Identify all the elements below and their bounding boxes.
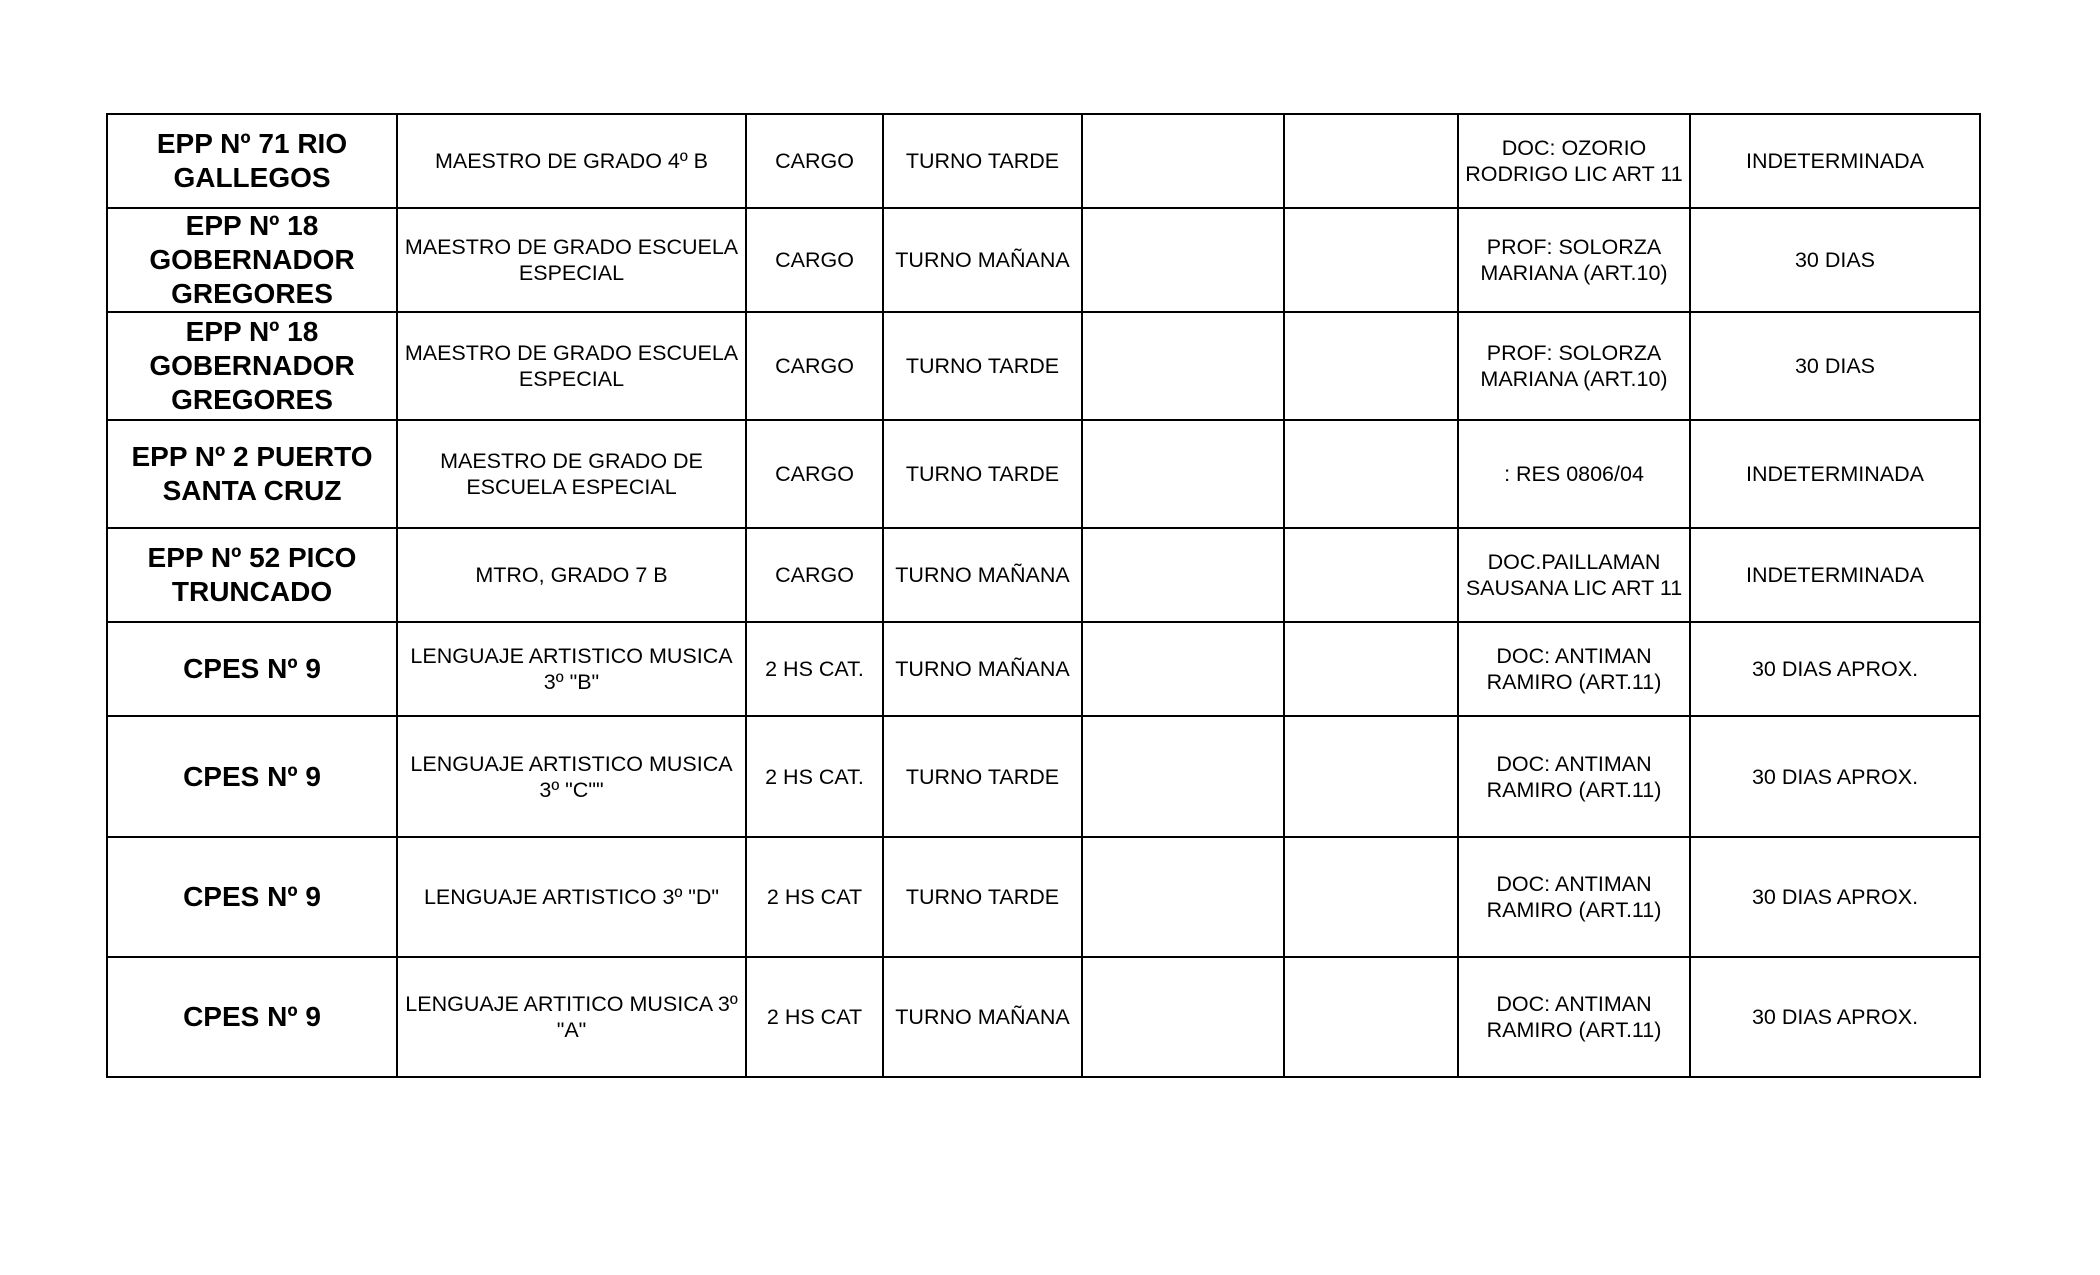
school-cell: CPES Nº 9 (107, 622, 397, 716)
position-cell: LENGUAJE ARTISTICO 3º "D" (397, 837, 746, 957)
school-cell: EPP Nº 18 GOBERNADOR GREGORES (107, 208, 397, 312)
duration-cell: INDETERMINADA (1690, 114, 1980, 208)
school-cell: EPP Nº 52 PICO TRUNCADO (107, 528, 397, 622)
blank-cell (1284, 114, 1458, 208)
table-row (107, 208, 1980, 312)
shift-cell: TURNO TARDE (883, 114, 1082, 208)
position-cell: LENGUAJE ARTITICO MUSICA 3º "A" (397, 957, 746, 1077)
blank-cell (1284, 957, 1458, 1077)
replacement-cell: DOC: ANTIMAN RAMIRO (ART.11) (1458, 716, 1690, 837)
position-cell: MAESTRO DE GRADO ESCUELA ESPECIAL (397, 312, 746, 420)
duration-cell: 30 DIAS APROX. (1690, 716, 1980, 837)
school-cell: EPP Nº 18 GOBERNADOR GREGORES (107, 312, 397, 420)
blank-cell (1082, 622, 1284, 716)
duration-cell: 30 DIAS (1690, 208, 1980, 312)
type-cell: 2 HS CAT (746, 957, 883, 1077)
blank-cell (1082, 716, 1284, 837)
vacancies-table (106, 113, 1981, 1078)
blank-cell (1082, 312, 1284, 420)
type-cell: 2 HS CAT. (746, 622, 883, 716)
table-row (107, 957, 1980, 1077)
table-row (107, 716, 1980, 837)
blank-cell (1082, 208, 1284, 312)
blank-cell (1284, 622, 1458, 716)
replacement-cell: DOC: OZORIO RODRIGO LIC ART 11 (1458, 114, 1690, 208)
school-cell: CPES Nº 9 (107, 716, 397, 837)
replacement-cell: DOC: ANTIMAN RAMIRO (ART.11) (1458, 957, 1690, 1077)
shift-cell: TURNO TARDE (883, 837, 1082, 957)
blank-cell (1284, 208, 1458, 312)
blank-cell (1284, 420, 1458, 528)
replacement-cell: : RES 0806/04 (1458, 420, 1690, 528)
duration-cell: 30 DIAS APROX. (1690, 622, 1980, 716)
type-cell: CARGO (746, 420, 883, 528)
table-row (107, 312, 1980, 420)
position-cell: MAESTRO DE GRADO ESCUELA ESPECIAL (397, 208, 746, 312)
blank-cell (1284, 528, 1458, 622)
table-row (107, 837, 1980, 957)
table-body (107, 114, 1980, 1077)
type-cell: CARGO (746, 528, 883, 622)
type-cell: 2 HS CAT. (746, 716, 883, 837)
school-cell: EPP Nº 2 PUERTO SANTA CRUZ (107, 420, 397, 528)
type-cell: CARGO (746, 312, 883, 420)
replacement-cell: DOC: ANTIMAN RAMIRO (ART.11) (1458, 837, 1690, 957)
shift-cell: TURNO TARDE (883, 716, 1082, 837)
shift-cell: TURNO TARDE (883, 312, 1082, 420)
blank-cell (1082, 837, 1284, 957)
table-row (107, 528, 1980, 622)
replacement-cell: PROF: SOLORZA MARIANA (ART.10) (1458, 312, 1690, 420)
blank-cell (1082, 114, 1284, 208)
type-cell: CARGO (746, 208, 883, 312)
duration-cell: INDETERMINADA (1690, 528, 1980, 622)
blank-cell (1284, 716, 1458, 837)
position-cell: LENGUAJE ARTISTICO MUSICA 3º "B" (397, 622, 746, 716)
blank-cell (1284, 312, 1458, 420)
school-cell: EPP Nº 71 RIO GALLEGOS (107, 114, 397, 208)
table-row (107, 622, 1980, 716)
replacement-cell: DOC: ANTIMAN RAMIRO (ART.11) (1458, 622, 1690, 716)
duration-cell: INDETERMINADA (1690, 420, 1980, 528)
duration-cell: 30 DIAS APROX. (1690, 837, 1980, 957)
table-row (107, 420, 1980, 528)
type-cell: 2 HS CAT (746, 837, 883, 957)
shift-cell: TURNO MAÑANA (883, 957, 1082, 1077)
shift-cell: TURNO TARDE (883, 420, 1082, 528)
replacement-cell: PROF: SOLORZA MARIANA (ART.10) (1458, 208, 1690, 312)
shift-cell: TURNO MAÑANA (883, 528, 1082, 622)
blank-cell (1082, 528, 1284, 622)
shift-cell: TURNO MAÑANA (883, 622, 1082, 716)
blank-cell (1284, 837, 1458, 957)
position-cell: MAESTRO DE GRADO DE ESCUELA ESPECIAL (397, 420, 746, 528)
school-cell: CPES Nº 9 (107, 837, 397, 957)
position-cell: LENGUAJE ARTISTICO MUSICA 3º "C"" (397, 716, 746, 837)
replacement-cell: DOC.PAILLAMAN SAUSANA LIC ART 11 (1458, 528, 1690, 622)
position-cell: MAESTRO DE GRADO 4º B (397, 114, 746, 208)
shift-cell: TURNO MAÑANA (883, 208, 1082, 312)
duration-cell: 30 DIAS APROX. (1690, 957, 1980, 1077)
blank-cell (1082, 957, 1284, 1077)
duration-cell: 30 DIAS (1690, 312, 1980, 420)
blank-cell (1082, 420, 1284, 528)
position-cell: MTRO, GRADO 7 B (397, 528, 746, 622)
school-cell: CPES Nº 9 (107, 957, 397, 1077)
type-cell: CARGO (746, 114, 883, 208)
table-row (107, 114, 1980, 208)
